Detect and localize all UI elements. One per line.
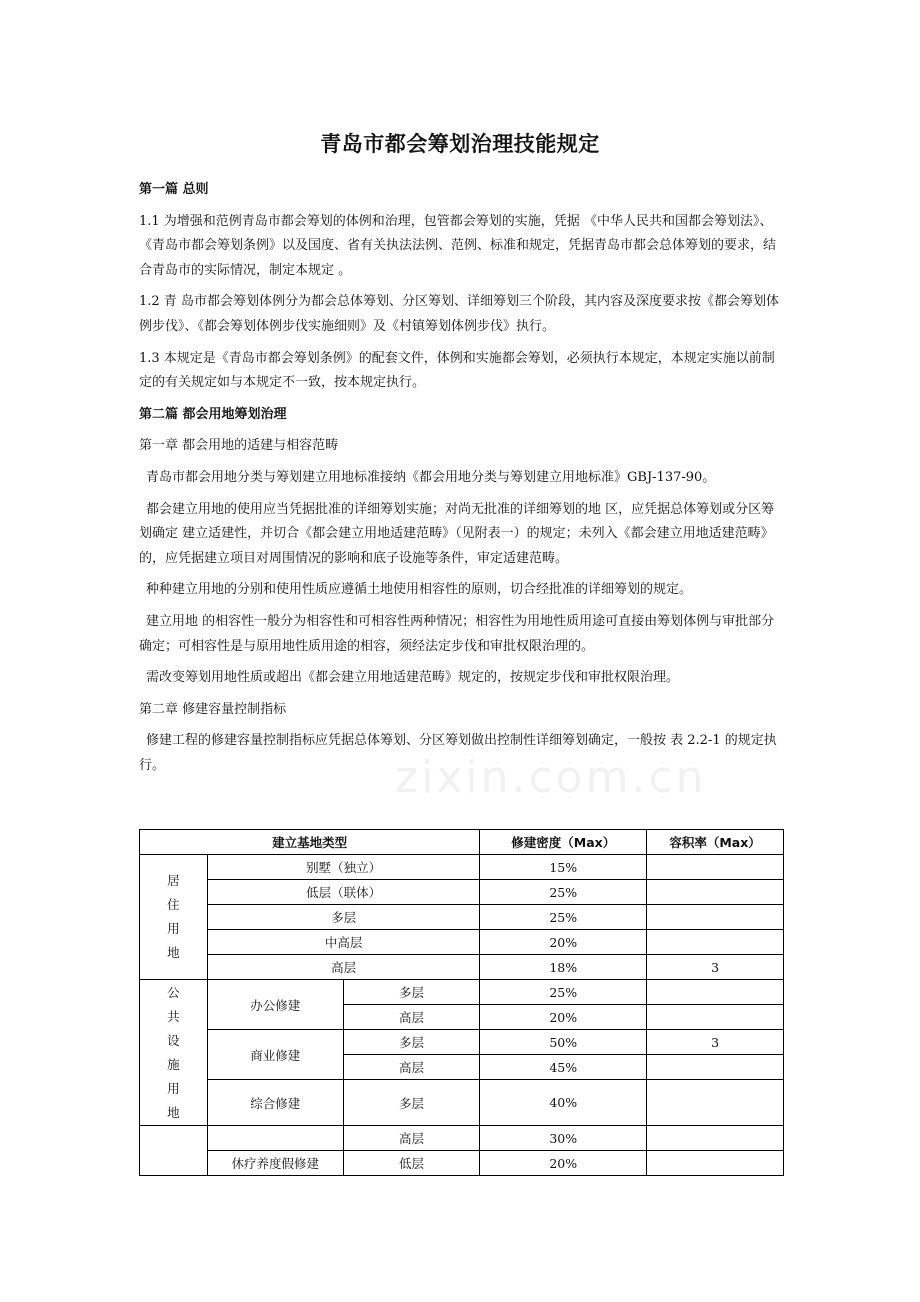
header-cell: 建立基地类型: [140, 830, 480, 855]
category-cell: [140, 1126, 208, 1176]
density-cell: 20%: [480, 930, 647, 955]
sub-type-cell: 高层: [343, 1126, 480, 1151]
paragraph: 1.3 本规定是《青岛市都会筹划条例》的配套文件，体例和实施都会筹划，必须执行本规定，本规定实施以前制定的有关规定如与本规定不一致，按本规定执行。: [139, 350, 775, 391]
paragraph: 种种建立用地的分别和使用性质应遵循土地使用相容性的原则，切合经批准的详细筹划的规定。: [146, 582, 693, 598]
sub-type-cell: 高层: [343, 1005, 480, 1030]
paragraph: 建立用地 的相容性一般分为相容性和可相容性两种情况；相容性为用地性质用途可直接由筹划体例与审批部分确定；可相容性是与原用地性质用途的相容，须经法定步伐和审批权限治理的。: [139, 613, 775, 654]
density-cell: 18%: [480, 955, 647, 980]
table-row: [140, 980, 784, 1005]
far-cell: [647, 930, 784, 955]
density-cell: 45%: [480, 1055, 647, 1080]
chapter-heading: 第二章 修建容量控制指标: [139, 701, 287, 717]
vertical-char: 用: [167, 921, 180, 936]
sub-type-cell: 多层: [343, 980, 480, 1005]
type-cell: 别墅（独立）: [207, 855, 480, 880]
far-cell: [647, 1005, 784, 1030]
type-cell: 高层: [207, 955, 480, 980]
sub-type-cell: 多层: [343, 1080, 480, 1126]
density-cell: 40%: [480, 1080, 647, 1126]
type-cell: 多层: [207, 905, 480, 930]
header-cell: 修建密度（Max）: [480, 830, 647, 855]
far-cell: [647, 855, 784, 880]
watermark: zixin.com.cn: [395, 752, 707, 803]
chapter-heading: 第一章 都会用地的适建与相容范畴: [139, 438, 339, 454]
far-cell: [647, 1055, 784, 1080]
far-cell: [647, 905, 784, 930]
table-row: [140, 880, 784, 905]
paragraph: 都会建立用地的使用应当凭据批准的详细筹划实施；对尚无批准的详细筹划的地 区，应凭据总体筹划或分区筹划确定 建立适建性，并切合《都会建立用地适建范畴》（见附表一）的规定；未列入《都会建立用地适建范畴》的，应凭据建立项目对周围情况的影响和底子设施等条件，审定适建范畴。: [139, 501, 775, 566]
density-cell: 25%: [480, 905, 647, 930]
far-cell: [647, 1080, 784, 1126]
paragraph: 1.1 为增强和范例青岛市都会筹划的体例和治理，包管都会筹划的实施，凭据 《中华人民共和国都会筹划法》、《青岛市都会筹划条例》以及国度、省有关执法法例、范例、标准和规定，凭据青岛市都会总体筹划的要求，结合青岛市的实际情况，制定本规定 。: [139, 213, 777, 278]
paragraph: 青岛市都会用地分类与筹划建立用地标准接纳《都会用地分类与筹划建立用地标准》GBJ-137-90。: [146, 469, 716, 485]
density-cell: 25%: [480, 980, 647, 1005]
paragraph: 1.2 青 岛市都会筹划体例分为都会总体筹划、分区筹划、详细筹划三个阶段，其内容及深度要求按《都会筹划体例步伐》、《都会筹划体例步伐实施细则》及《村镇筹划体例步伐》执行。: [139, 294, 779, 334]
vertical-char: 设: [167, 1032, 180, 1048]
type-cell: [207, 1126, 343, 1151]
sub-type-cell: 低层: [343, 1151, 480, 1176]
table-row: [140, 855, 784, 880]
type-cell: 商业修建: [207, 1030, 343, 1080]
vertical-char: 共: [167, 1008, 180, 1024]
table-header-row: [140, 830, 784, 855]
section-heading: 第二篇 都会用地筹划治理: [139, 406, 287, 422]
paragraph: 需改变筹划用地性质或超出《都会建立用地适建范畴》规定的，按规定步伐和审批权限治理。: [146, 670, 680, 686]
far-cell: [647, 1151, 784, 1176]
section-heading: 第一篇 总则: [139, 182, 209, 197]
vertical-char: 住: [167, 897, 180, 912]
type-cell: 综合修建: [207, 1080, 343, 1126]
type-cell: 低层（联体）: [207, 880, 480, 905]
table-row: [140, 1151, 784, 1176]
vertical-char: 施: [167, 1056, 180, 1072]
density-cell: 20%: [480, 1005, 647, 1030]
far-cell: [647, 880, 784, 905]
table-row: [140, 1126, 784, 1151]
density-cell: 30%: [480, 1126, 647, 1151]
vertical-char: 用: [167, 1080, 180, 1096]
vertical-char: 地: [167, 945, 180, 960]
paragraph: 修建工程的修建容量控制指标应凭据总体筹划、分区筹划做出控制性详细筹划确定，一般按 表 2.2-1 的规定执行。: [139, 733, 777, 773]
vertical-char: 公: [167, 984, 180, 1000]
table-row: [140, 1030, 784, 1055]
table-row: [140, 930, 784, 955]
table-row: [140, 905, 784, 930]
density-cell: 20%: [480, 1151, 647, 1176]
capacity-control-table: [139, 829, 784, 1176]
category-cell: [140, 980, 208, 1126]
vertical-char: 居: [167, 873, 180, 888]
density-cell: 50%: [480, 1030, 647, 1055]
sub-type-cell: 高层: [343, 1055, 480, 1080]
document-title: 青岛市都会筹划治理技能规定: [320, 132, 600, 156]
density-cell: 25%: [480, 880, 647, 905]
type-cell: 中高层: [207, 930, 480, 955]
type-cell: 休疗养度假修建: [207, 1151, 343, 1176]
category-cell: [140, 855, 208, 980]
table-row: [140, 1080, 784, 1126]
document-body: [139, 178, 785, 785]
sub-type-cell: 多层: [343, 1030, 480, 1055]
table-row: [140, 955, 784, 980]
far-cell: [647, 1126, 784, 1151]
far-cell: [647, 980, 784, 1005]
far-cell: 3: [647, 955, 784, 980]
vertical-char: 地: [167, 1104, 180, 1120]
type-cell: 办公修建: [207, 980, 343, 1030]
far-cell: 3: [647, 1030, 784, 1055]
header-cell: 容积率（Max）: [647, 830, 784, 855]
density-cell: 15%: [480, 855, 647, 880]
